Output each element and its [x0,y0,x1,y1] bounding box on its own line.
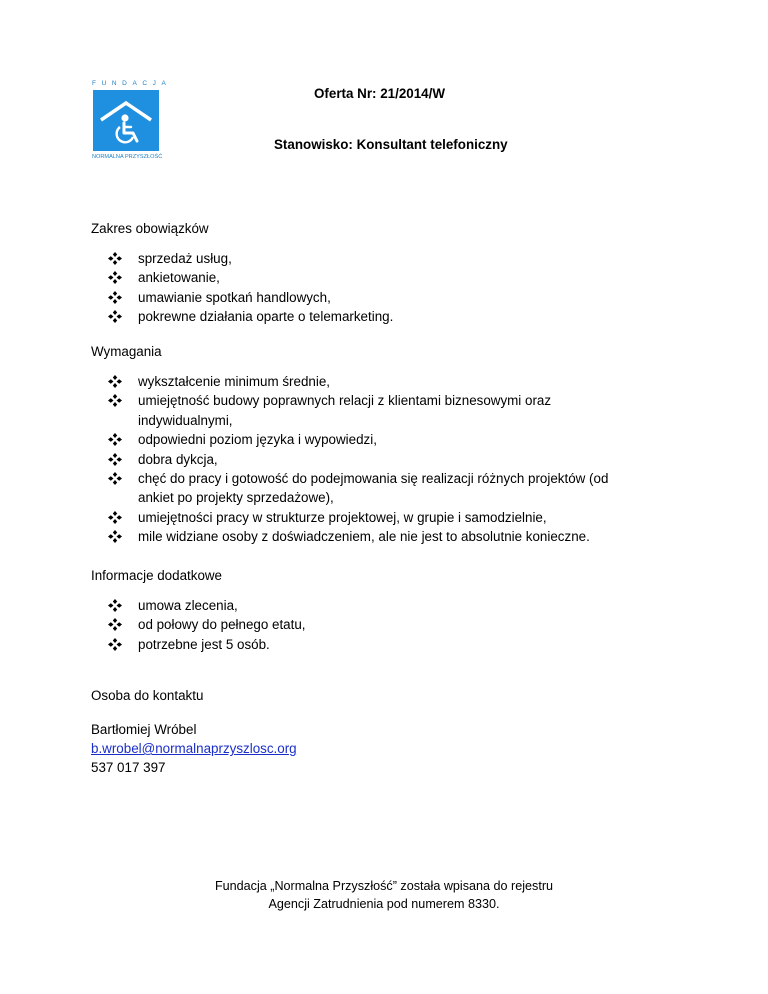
list-item-text-continued: indywidualnymi, [138,412,233,428]
list-item-text: wykształcenie minimum średnie, [138,374,330,389]
logo-top-text: FUNDACJA [92,80,172,87]
list-item [108,596,306,615]
foundation-logo [92,80,172,164]
list-item [108,307,393,326]
list-item [108,430,608,449]
list-item-text: mile widziane osoby z doświadczeniem, ale nie jest to absolutnie konieczne. [138,529,590,545]
list-item-text: chęć do pracy i gotowość do podejmowania się realizacji różnych projektów (od [138,471,609,487]
diamond-bullet-icon [108,469,122,488]
diamond-bullet-icon [108,615,122,634]
list-item [108,249,393,268]
contact-phone: 537 017 397 [91,760,166,775]
additional-list [108,596,306,654]
list-item-text-continued: ankiet po projekty sprzedażowe), [138,490,334,506]
diamond-bullet-icon [108,450,122,469]
diamond-bullet-icon [108,249,122,268]
offer-number: Oferta Nr: 21/2014/W [314,86,445,101]
list-item-text: od połowy do pełnego etatu, [138,617,306,633]
list-item [108,508,608,527]
footer-line-1: Fundacja „Normalna Przyszłość” została wpisana do rejestru [214,879,554,893]
duties-list [108,249,393,327]
section-title-contact: Osoba do kontaktu [91,688,204,703]
diamond-bullet-icon [108,288,122,307]
diamond-bullet-icon [108,596,122,615]
list-item [108,450,608,469]
requirements-list [108,372,608,547]
section-title-requirements: Wymagania [91,344,162,359]
logo-bottom-text: NORMALNA PRZYSZŁOŚĆ [92,154,163,160]
list-item [108,288,393,307]
footer-line-2: Agencji Zatrudnienia pod numerem 8330. [268,897,500,911]
list-item [108,469,608,508]
list-item-text: umiejętność budowy poprawnych relacji z klientami biznesowymi oraz [138,393,552,409]
list-item [108,372,608,391]
diamond-bullet-icon [108,307,122,326]
position-title: Stanowisko: Konsultant telefoniczny [274,137,508,152]
list-item [108,391,608,430]
wheelchair-user-icon [93,90,159,151]
contact-name: Bartłomiej Wróbel [91,722,197,737]
section-title-duties: Zakres obowiązków [91,221,209,236]
list-item [108,527,608,546]
list-item-text: potrzebne jest 5 osób. [138,636,270,652]
list-item-text: umawianie spotkań handlowych, [138,289,331,305]
diamond-bullet-icon [108,635,122,654]
contact-email-link[interactable]: b.wrobel@normalnaprzyszlosc.org [91,741,297,756]
diamond-bullet-icon [108,508,122,527]
list-item-text: umowa zlecenia, [138,598,238,613]
list-item-text: odpowiedni poziom języka i wypowiedzi, [138,432,377,448]
list-item-text: dobra dykcja, [138,451,218,467]
section-title-additional: Informacje dodatkowe [91,568,223,583]
list-item-text: sprzedaż usług, [138,251,232,266]
diamond-bullet-icon [108,372,122,391]
list-item-text: umiejętności pracy w strukturze projektowej, w grupie i samodzielnie, [138,509,547,525]
list-item [108,635,306,654]
list-item-text: ankietowanie, [138,270,220,286]
diamond-bullet-icon [108,391,122,410]
diamond-bullet-icon [108,430,122,449]
diamond-bullet-icon [108,268,122,287]
list-item [108,615,306,634]
list-item-text: pokrewne działania oparte o telemarketing. [138,309,394,325]
diamond-bullet-icon [108,527,122,546]
list-item [108,268,393,287]
